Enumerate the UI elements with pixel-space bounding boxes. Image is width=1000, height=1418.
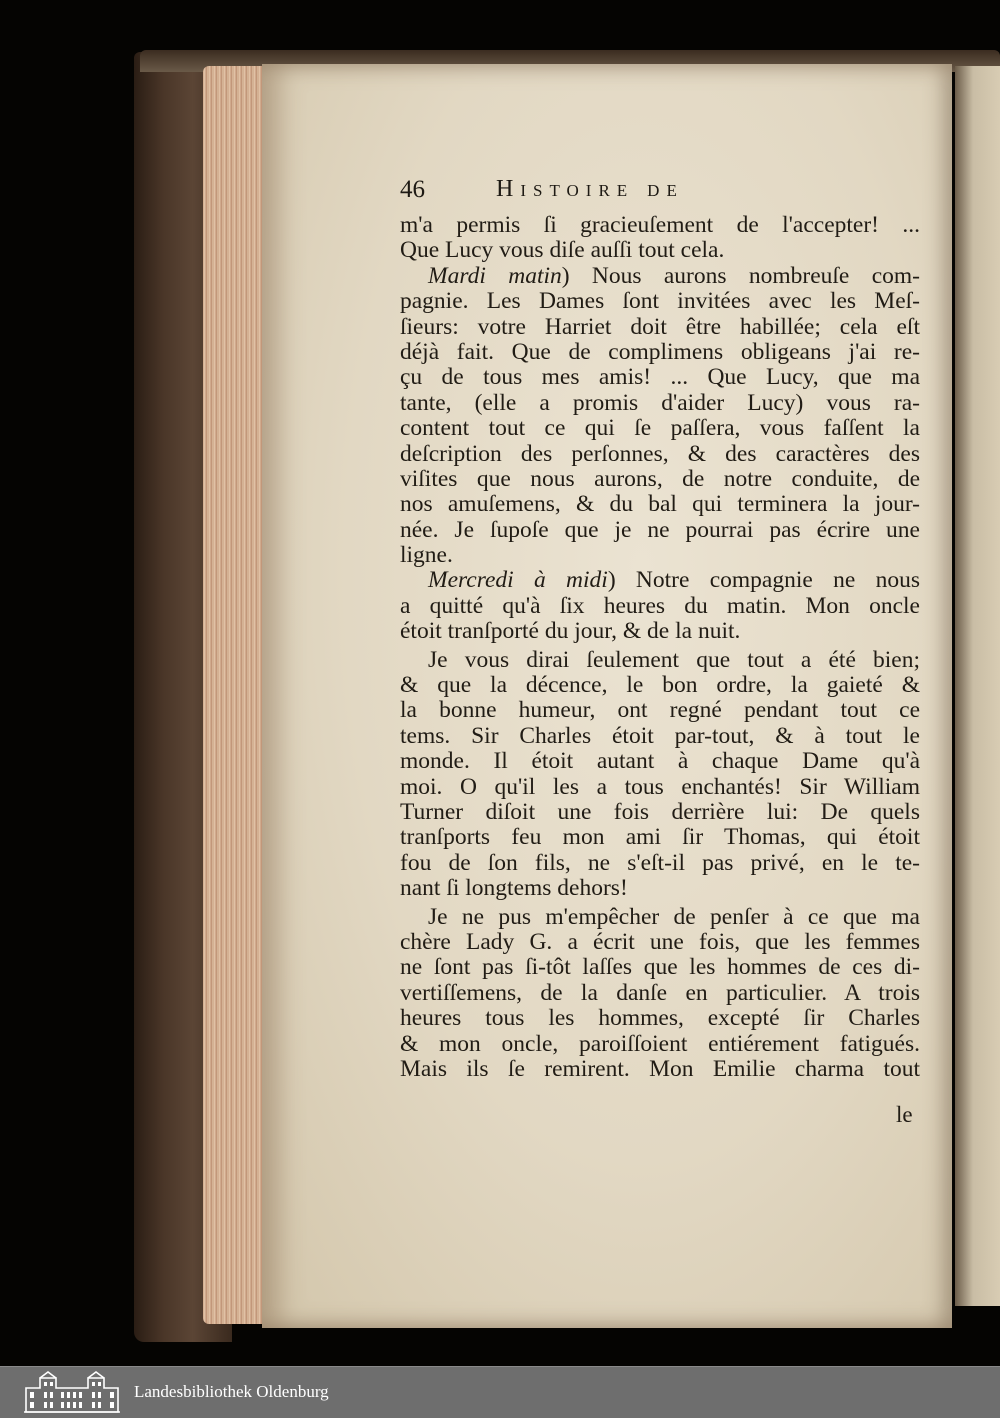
text-line-rest: ) Notre compagnie ne nous [607, 567, 920, 594]
text-line-rest: ) Nous aurons nombreuſe com- [561, 262, 920, 289]
text-line: Je ne pus m'empêcher de penſer à ce que ma [428, 903, 920, 930]
text-line [400, 264, 920, 289]
catchword: le [896, 1102, 913, 1127]
text-line: moi. O qu'il les a tous enchantés! Sir William [400, 773, 920, 800]
text-line: ne ſont pas ſi-tôt laſſes que les hommes de ces di- [400, 954, 920, 981]
text-line: m'a permis ſi gracieuſement de l'accepter! ... [400, 212, 920, 238]
facing-page-edge [955, 66, 1000, 1306]
text-line: la bonne humeur, ont regné pendant tout ce [400, 697, 920, 724]
footer-bar [0, 1366, 1000, 1418]
text-line: nant ſi longtems dehors! [400, 875, 628, 902]
text-line: chère Lady G. a écrit une fois, que les femmes [400, 928, 920, 955]
text-line [400, 568, 920, 593]
text-line: née. Je ſupoſe que je ne pourrai pas écrire une [400, 516, 920, 543]
text-line: Turner diſoit une fois derrière lui: De quels [400, 798, 920, 825]
text-line: pagnie. Les Dames ſont invitées avec les Meſ- [400, 288, 920, 315]
text-line: & mon oncle, paroiſſoient entiérement fatigués. [400, 1030, 920, 1057]
text-line: tante, (elle a promis d'aider Lucy) vous ra- [400, 389, 920, 416]
text-line: Je vous dirai ſeulement que tout a été bien; [428, 646, 920, 673]
text-line: tranſports feu mon ami ſir Thomas, qui étoit [400, 824, 920, 851]
text-line: tems. Sir Charles étoit par-tout, & à tout le [400, 722, 920, 749]
text-line: vertiſſemens, de la danſe en particulier. A trois [400, 979, 920, 1006]
library-building-icon [22, 1370, 122, 1414]
text-line: fou de ſon fils, ne s'eſt-il pas privé, en le te- [400, 849, 920, 876]
page-number: 46 [400, 176, 425, 203]
text-line: Que Lucy vous diſe auſſi tout cela. [400, 237, 725, 264]
italic-date: Mardi matin [428, 262, 562, 289]
italic-date: Mercredi à midi [428, 567, 608, 594]
running-title: Histoire de [496, 176, 684, 202]
text-line: ligne. [400, 542, 453, 569]
text-line: ſieurs: votre Harriet doit être habillée; cela eſt [400, 313, 920, 340]
text-line: étoit tranſporté du jour, & de la nuit. [400, 618, 741, 645]
text-line: nos amuſemens, & du bal qui terminera la jour- [400, 491, 920, 518]
page-header [400, 176, 920, 210]
text-line: déjà fait. Que de complimens obligeans j'ai re- [400, 338, 920, 365]
text-line: deſcription des perſonnes, & des caractères des [400, 440, 920, 467]
text-line: heures tous les hommes, excepté ſir Charles [400, 1005, 920, 1032]
text-line: viſites que nous aurons, de notre conduite, de [400, 465, 920, 492]
institution-name: Landesbibliothek Oldenburg [134, 1382, 329, 1401]
text-line: content tout ce qui ſe paſſera, vous faſſent la [400, 415, 920, 442]
body-text [400, 213, 920, 1082]
text-line: & que la décence, le bon ordre, la gaieté & [400, 672, 920, 699]
text-line: çu de tous mes amis! ... Que Lucy, que ma [400, 364, 920, 391]
text-line: a quitté qu'à ſix heures du matin. Mon oncle [400, 592, 920, 619]
text-line: Mais ils ſe remirent. Mon Emilie charma tout [400, 1055, 920, 1082]
text-line: monde. Il étoit autant à chaque Dame qu'à [400, 748, 920, 775]
